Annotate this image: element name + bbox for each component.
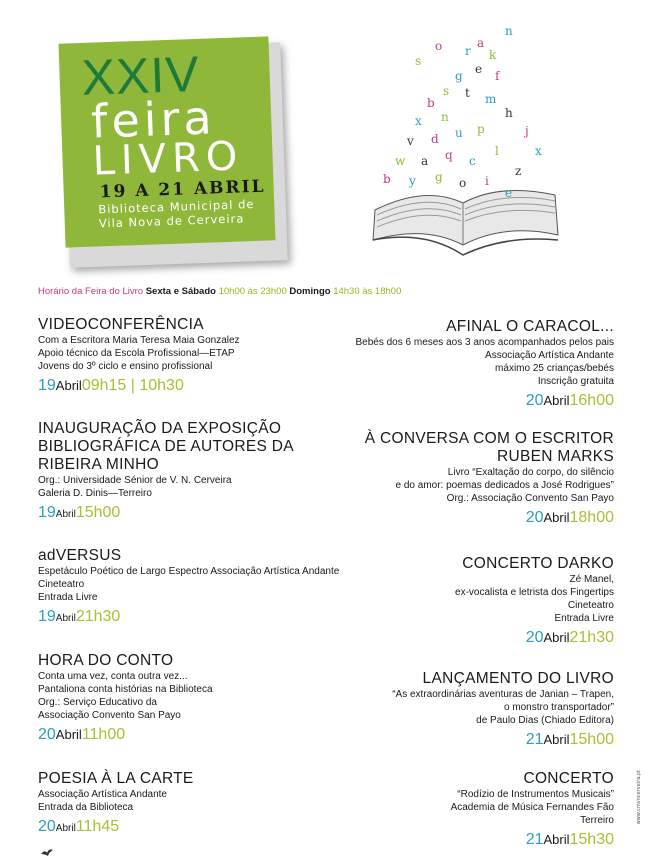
svg-text:a: a (421, 154, 429, 168)
event-day: 20 (525, 509, 544, 526)
event-day: 21 (525, 731, 544, 748)
event-poesia-a-la-carte (38, 770, 194, 838)
event-detail: “Rodízio de Instrumentos Musicais” (457, 789, 614, 800)
svg-text:y: y (409, 174, 416, 188)
logo-feira: feira (90, 90, 217, 149)
svg-text:b: b (427, 96, 435, 110)
event-month: Abril (543, 832, 570, 847)
event-month: Abril (543, 393, 570, 408)
logo-venue (98, 196, 275, 230)
event-date (451, 831, 614, 849)
event-month: Abril (543, 510, 570, 525)
hours-label: Horário da Feira do Livro (38, 286, 144, 297)
event-time-2: 10h30 (139, 377, 184, 394)
svg-text:n: n (505, 25, 513, 38)
svg-text:o: o (459, 176, 467, 190)
event-detail: Espetáculo Poético de Largo Espectro Associação Artística Andante (38, 566, 340, 577)
event-detail: Apoio técnico da Escola Profissional—ETAP (38, 348, 235, 359)
svg-text:t: t (465, 86, 470, 100)
event-detail: o monstro transportador” (503, 702, 614, 713)
hours-days-1: Sexta e Sábado (145, 286, 216, 297)
event-time: 21h30 (75, 608, 121, 625)
event-detail: Org.: Serviço Educativo da (38, 697, 157, 708)
svg-text:x: x (415, 114, 422, 128)
event-detail: Entrada Livre (554, 613, 614, 624)
event-concerto (451, 770, 614, 849)
event-day: 20 (525, 629, 544, 646)
event-detail: Academia de Música Fernandes Fão (450, 802, 614, 813)
event-date (38, 818, 194, 838)
svg-text:e: e (475, 62, 483, 76)
svg-text:g: g (455, 69, 463, 83)
venue-line-2: Vila Nova de Cerveira (98, 211, 245, 231)
event-time: 11h45 (75, 818, 120, 835)
event-day: 21 (525, 831, 544, 848)
event-day: 20 (38, 818, 56, 835)
event-date (38, 726, 213, 744)
event-title: HORA DO CONTO (38, 652, 174, 669)
event-date (355, 392, 614, 410)
event-title: adVERSUS (38, 547, 122, 564)
svg-text:m: m (485, 92, 497, 106)
svg-text:n: n (441, 110, 449, 124)
event-adversus (38, 547, 339, 628)
event-videoconferencia (38, 316, 240, 395)
event-day: 19 (38, 504, 56, 521)
event-detail: Entrada Livre (38, 592, 98, 603)
website-credit: www.cmvncerveira.pt (636, 770, 642, 825)
event-day: 19 (38, 377, 56, 394)
event-date (365, 509, 614, 527)
event-detail: Org.: Associação Convento San Payo (446, 493, 614, 504)
fair-opening-hours (38, 286, 401, 297)
svg-text:h: h (505, 106, 513, 120)
svg-text:v: v (407, 134, 414, 148)
event-time: 11h00 (81, 726, 126, 743)
event-time: 15h00 (569, 731, 614, 748)
event-detail: Livro “Exaltação do corpo, do silêncio (447, 467, 614, 478)
event-month: Abril (55, 823, 76, 834)
event-day: 20 (525, 392, 544, 409)
event-time: 18h00 (569, 509, 614, 526)
event-month: Abril (55, 613, 76, 624)
svg-text:i: i (485, 174, 489, 188)
event-title: INAUGURAÇÃO DA EXPOSIÇÃO (38, 420, 282, 437)
event-detail: Jovens do 3º ciclo e ensino profissional (38, 361, 213, 372)
event-logo (59, 36, 276, 247)
event-date (38, 608, 339, 628)
svg-text:w: w (395, 154, 406, 168)
event-title: RUBEN MARKS (497, 448, 614, 465)
svg-text:f: f (495, 69, 500, 83)
event-title: POESIA À LA CARTE (38, 770, 194, 787)
event-title: RIBEIRA MINHO (38, 456, 160, 473)
event-detail: máximo 25 crianças/bebés (495, 363, 614, 374)
event-detail: Cineteatro (567, 600, 614, 611)
event-conversa-escritor (365, 430, 614, 527)
event-lancamento-livro (392, 670, 614, 749)
bird-icon (40, 846, 54, 858)
event-afinal-o-caracol (355, 318, 614, 410)
svg-text:s: s (443, 84, 450, 98)
event-month: Abril (543, 732, 570, 747)
event-detail: e do amor: poemas dedicados a José Rodrigues” (395, 480, 614, 491)
event-title: CONCERTO DARKO (462, 555, 614, 572)
svg-text:x: x (535, 144, 542, 158)
event-detail: Terreiro (580, 815, 614, 826)
logo-livro: LIVRO (91, 133, 245, 185)
event-detail: Org.: Universidade Sénior de V. N. Cerveira (38, 475, 232, 486)
hours-range-2: 14h30 às 18h00 (333, 286, 402, 297)
event-month: Abril (55, 378, 82, 393)
book-icon (373, 191, 558, 256)
svg-text:c: c (469, 154, 476, 168)
event-day: 20 (38, 726, 56, 743)
edition-number: XXIV (80, 45, 201, 106)
hours-range-1: 10h00 às 23h00 (218, 286, 287, 297)
event-detail: Cineteatro (38, 579, 85, 590)
event-time: 09h15 (81, 377, 127, 394)
svg-text:k: k (489, 48, 497, 62)
event-detail: Associação Convento San Payo (38, 710, 181, 721)
time-separator: | (126, 377, 140, 394)
event-detail: “As extraordinárias aventuras de Janian – Trapen, (392, 689, 614, 700)
event-detail: Com a Escritora Maria Teresa Maia Gonzalez (38, 335, 240, 346)
event-date (38, 377, 240, 395)
svg-text:p: p (477, 122, 485, 136)
svg-text:a: a (477, 36, 485, 50)
event-detail: Pantaliona conta histórias na Biblioteca (38, 684, 213, 695)
event-title: À CONVERSA COM O ESCRITOR (364, 430, 614, 447)
svg-text:l: l (495, 144, 499, 158)
svg-text:q: q (445, 148, 453, 162)
event-time: 16h00 (569, 392, 614, 409)
svg-text:u: u (455, 126, 463, 140)
event-time: 21h30 (569, 629, 614, 646)
svg-text:g: g (435, 170, 443, 184)
event-month: Abril (543, 630, 570, 645)
event-title: VIDEOCONFERÊNCIA (38, 316, 204, 333)
event-month: Abril (55, 727, 82, 742)
event-title: AFINAL O CARACOL... (446, 318, 614, 335)
event-date (455, 629, 614, 647)
svg-text:b: b (383, 172, 391, 186)
event-inauguracao-exposicao (38, 420, 294, 524)
event-concerto-darko (455, 555, 614, 647)
event-hora-do-conto (38, 652, 213, 744)
event-day: 19 (38, 608, 56, 625)
event-detail: ex-vocalista e letrista dos Fingertips (455, 587, 614, 598)
svg-text:z: z (515, 164, 522, 178)
event-detail: de Paulo Dias (Chiado Editora) (476, 715, 614, 726)
event-detail: Zé Manel, (569, 574, 614, 585)
event-time: 15h00 (75, 504, 121, 521)
svg-text:j: j (525, 124, 529, 138)
event-detail: Galeria D. Dinis—Terreiro (38, 488, 152, 499)
event-title: CONCERTO (523, 770, 614, 787)
logo-dates: 19 A 21 ABRIL (99, 176, 266, 203)
event-detail: Inscrição gratuita (537, 376, 614, 387)
event-detail: Associação Artística Andante (38, 789, 167, 800)
venue-line-1: Biblioteca Municipal de (98, 196, 255, 217)
event-time: 15h30 (569, 831, 614, 848)
event-detail: Bebés dos 6 meses aos 3 anos acompanhados pelos pais (355, 337, 614, 348)
hours-days-2: Domingo (289, 286, 331, 297)
event-detail: Conta uma vez, conta outra vez... (38, 671, 188, 682)
event-detail: Associação Artística Andante (485, 350, 614, 361)
svg-text:d: d (431, 132, 439, 146)
svg-text:r: r (465, 44, 471, 58)
event-month: Abril (55, 509, 76, 520)
event-detail: Entrada da Biblioteca (38, 802, 134, 813)
event-date (38, 504, 294, 524)
svg-text:s: s (415, 54, 422, 68)
open-book-letters-illustration (355, 25, 570, 275)
svg-text:e: e (505, 186, 513, 200)
event-date (392, 731, 614, 749)
event-title: BIBLIOGRÁFICA DE AUTORES DA (38, 438, 294, 455)
event-title: LANÇAMENTO DO LIVRO (422, 670, 614, 687)
svg-text:o: o (435, 39, 443, 53)
